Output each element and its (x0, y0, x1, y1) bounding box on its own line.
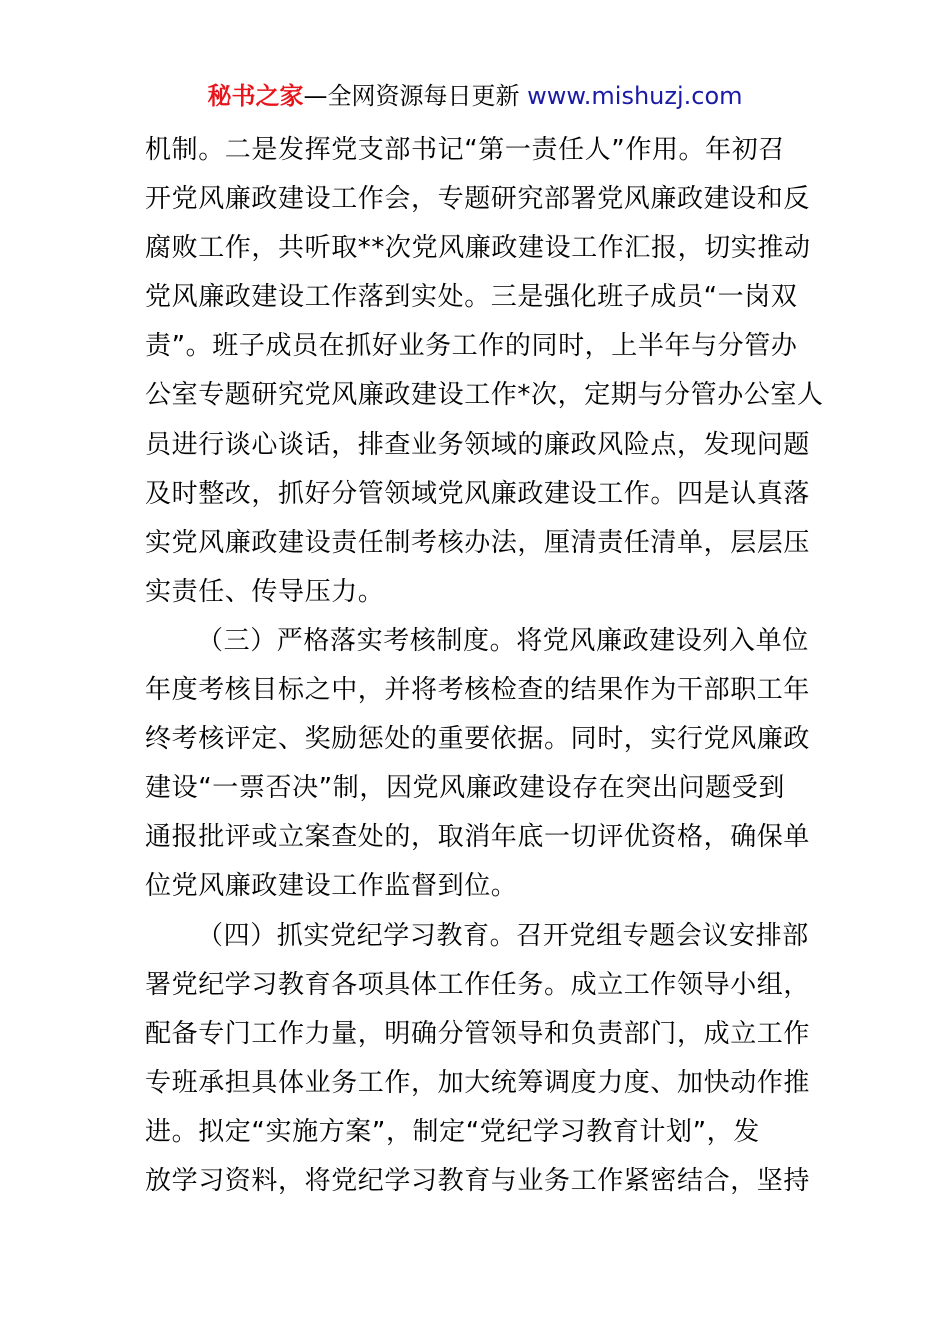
section-heading-line: （三）严格落实考核制度。将党风廉政建设列入单位 (197, 625, 809, 656)
text-line: 党风廉政建设工作落到实处。三是强化班子成员“一岗双 (145, 282, 798, 313)
text-line: 及时整改，抓好分管领域党风廉政建设工作。四是认真落 (145, 478, 811, 509)
document-body (145, 126, 824, 1206)
text-line: 终考核评定、奖励惩处的重要依据。同时，实行党风廉政 (145, 724, 811, 755)
text-line: 署党纪学习教育各项具体工作任务。成立工作领导小组， (145, 969, 811, 1000)
text-line: 进。拟定“实施方案”，制定“党纪学习教育计划”，发 (145, 1116, 760, 1147)
text-line: 员进行谈心谈话，排查业务领域的廉政风险点，发现问题 (145, 429, 811, 460)
header-tagline: —全网资源每日更新 (303, 82, 528, 110)
site-header (0, 78, 950, 114)
text-line: 公室专题研究党风廉政建设工作*次，定期与分管办公室人 (145, 380, 824, 411)
text-line: 实责任、传导压力。 (145, 576, 385, 607)
text-line: 通报批评或立案查处的，取消年底一切评优资格，确保单 (145, 822, 811, 853)
text-line: 机制。二是发挥党支部书记“第一责任人”作用。年初召 (145, 135, 785, 165)
text-line: 专班承担具体业务工作，加大统筹调度力度、加快动作推 (145, 1067, 811, 1098)
text-line: 放学习资料，将党纪学习教育与业务工作紧密结合，坚持 (145, 1165, 811, 1196)
text-line: 配备专门工作力量，明确分管领导和负责部门，成立工作 (145, 1018, 811, 1049)
text-line: 责”。班子成员在抓好业务工作的同时，上半年与分管办 (145, 331, 798, 362)
text-line: 位党风廉政建设工作监督到位。 (145, 871, 518, 902)
text-line: 开党风廉政建设工作会，专题研究部署党风廉政建设和反 (145, 184, 811, 215)
text-line: 年度考核目标之中，并将考核检查的结果作为干部职工年 (145, 675, 811, 706)
text-line: 腐败工作，共听取**次党风廉政建设工作汇报，切实推动 (145, 233, 811, 264)
brand-name: 秘书之家 (207, 82, 304, 110)
text-line: 实党风廉政建设责任制考核办法，厘清责任清单，层层压 (145, 527, 811, 558)
section-heading-line: （四）抓实党纪学习教育。召开党组专题会议安排部 (197, 920, 809, 951)
text-line: 建设“一票否决”制，因党风廉政建设存在突出问题受到 (145, 773, 785, 804)
website-url[interactable]: www.mishuzj.com (527, 82, 743, 110)
